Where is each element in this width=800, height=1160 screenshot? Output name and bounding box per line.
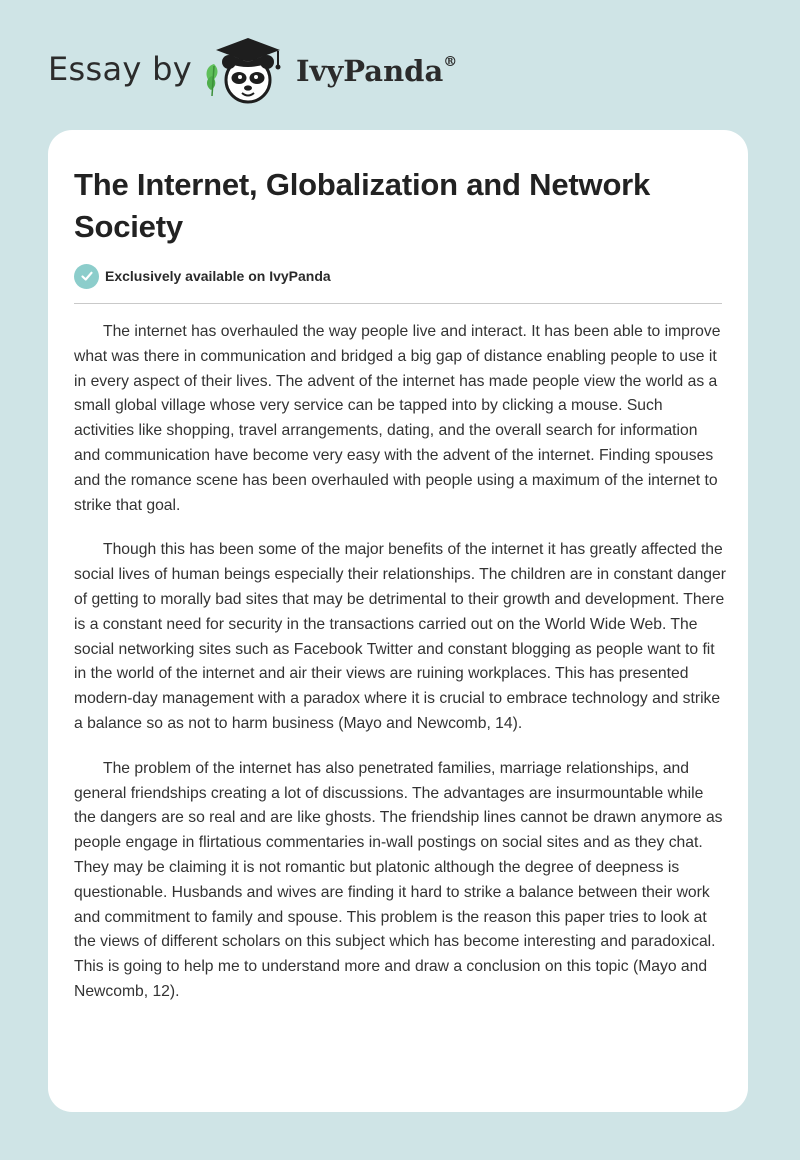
page-title: The Internet, Globalization and Network Society [74,167,651,244]
check-circle-icon [74,264,99,289]
exclusive-badge [74,263,331,289]
paragraph-2: Though this has been some of the major benefits of the internet it has greatly affected the social lives of human beings especially their relationships. The children are in constant danger of getting to morally bad sites that may be detrimental to their growth and development. There is a constant need for security in the transactions carried out on the World Wide Web. The social networking sites such as Facebook Twitter and constant blogging as people want to fit in the world of the internet and air their views are ruining workplaces. This has presented modern-day management with a paradox where it is crucial to embrace technology and strike a balance so as not to harm business (Mayo and Newcomb, 14). [74,541,726,732]
article-body [74,320,726,1025]
essay-by-label: Essay by [48,50,192,88]
brand-name-text: IvyPanda [296,54,444,88]
brand-name [296,54,457,88]
panda-logo-icon [202,36,292,108]
paragraph-1: The internet has overhauled the way people live and interact. It has been able to improve what was there in communication and bridged a big gap of distance enabling people to use it in every aspect of their lives. The advent of the internet has made people view the world as a small global village whose very service can be tapped into by clicking a mouse. Such activities like shopping, travel arrangements, dating, and the overall search for information and communication have become very easy with the advent of the internet. Finding spouses and the romance scene has been overhauled with people using a maximum of the internet to strike that goal. [74,323,721,514]
paragraph-3: The problem of the internet has also penetrated families, marriage relationships, and general friendships creating a lot of discussions. The advantages are insurmountable while the dangers are so real and are like ghosts. The friendship lines cannot be drawn anymore as people engage in flirtatious commentaries in-wall postings on social sites and as they chat. They may be claiming it is not romantic but platonic although the degree of deepness is questionable. Husbands and wives are finding it hard to strike a balance between their work and commitment to family and spouse. This problem is the reason this paper tries to look at the views of different scholars on this subject which has become interesting and paradoxical. This is going to help me to understand more and draw a conclusion on this topic (Mayo and Newcomb, 12). [74,759,723,1000]
divider [74,303,722,304]
article-card [48,130,748,1112]
exclusive-badge-label: Exclusively available on IvyPanda [105,268,331,284]
registered-mark: ® [443,54,458,71]
site-header [48,34,488,110]
